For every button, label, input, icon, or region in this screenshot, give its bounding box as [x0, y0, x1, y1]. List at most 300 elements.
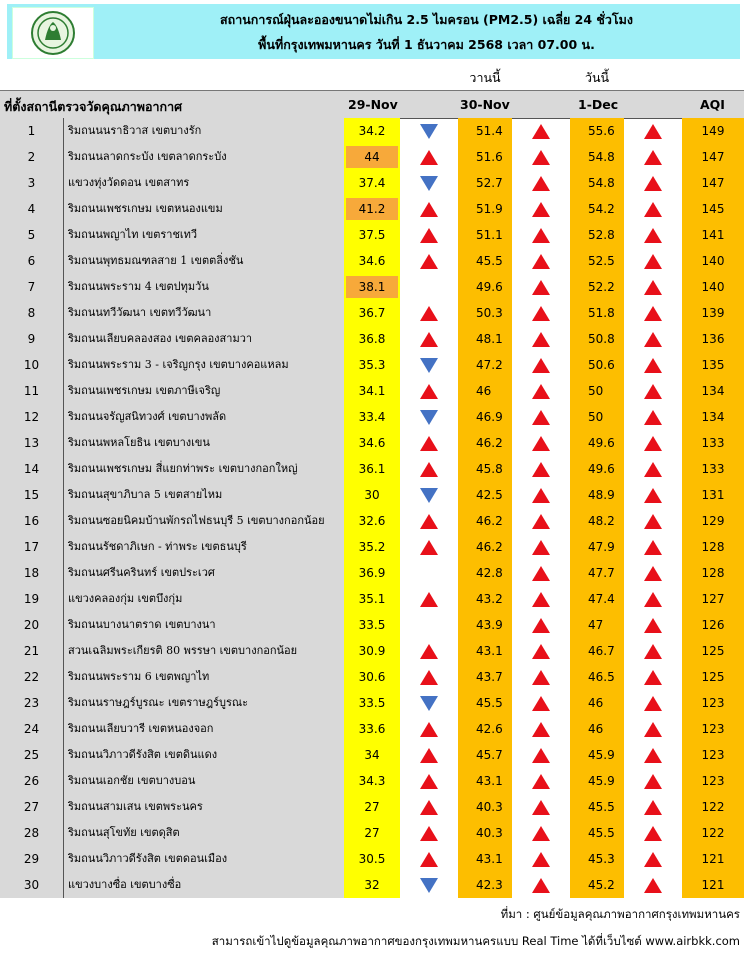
- trend-30nov: [512, 196, 570, 222]
- triangle-down-icon: [420, 696, 438, 711]
- pm25-1dec: 52.2: [570, 274, 624, 300]
- pm25-29nov-cell: [344, 118, 400, 144]
- trend-29nov: [400, 274, 458, 300]
- trend-1dec: [624, 378, 682, 404]
- station-name: ริมถนนรัชดาภิเษก - ท่าพระ เขตธนบุรี: [63, 534, 344, 560]
- pm25-30nov: 48.1: [458, 326, 512, 352]
- trend-30nov: [512, 534, 570, 560]
- pm25-29nov: 33.4: [358, 410, 386, 424]
- pm25-29nov-cell: [344, 586, 400, 612]
- triangle-up-icon: [420, 826, 438, 841]
- table-row: [0, 638, 744, 664]
- triangle-up-icon: [532, 748, 550, 763]
- aqi-value: 125: [682, 664, 744, 690]
- station-name: ริมถนนลาดกระบัง เขตลาดกระบัง: [63, 144, 344, 170]
- trend-1dec: [624, 300, 682, 326]
- station-name: ริมถนนพหลโยธิน เขตบางเขน: [63, 430, 344, 456]
- triangle-up-icon: [420, 670, 438, 685]
- aqi-value: 122: [682, 820, 744, 846]
- pm25-29nov-cell: [344, 326, 400, 352]
- aqi-value: 128: [682, 534, 744, 560]
- triangle-up-icon: [644, 202, 662, 217]
- trend-30nov: [512, 508, 570, 534]
- trend-1dec: [624, 794, 682, 820]
- trend-1dec: [624, 690, 682, 716]
- aqi-value: 128: [682, 560, 744, 586]
- table-row: [0, 820, 744, 846]
- pm25-29nov-cell: [344, 300, 400, 326]
- pm25-1dec: 50: [570, 404, 624, 430]
- pm25-1dec: 51.8: [570, 300, 624, 326]
- pm25-29nov: 34.2: [358, 124, 386, 138]
- triangle-up-icon: [420, 592, 438, 607]
- table-row: [0, 144, 744, 170]
- station-name: ริมถนนวิภาวดีรังสิต เขตดอนเมือง: [63, 846, 344, 872]
- pm25-29nov: 36.1: [358, 462, 386, 476]
- pm25-29nov-cell: [344, 274, 400, 300]
- trend-1dec: [624, 716, 682, 742]
- pm25-29nov-cell: [344, 690, 400, 716]
- aqi-value: 133: [682, 456, 744, 482]
- pm25-29nov-cell: [344, 872, 400, 898]
- triangle-up-icon: [532, 280, 550, 295]
- pm25-30nov: 50.3: [458, 300, 512, 326]
- trend-1dec: [624, 248, 682, 274]
- triangle-up-icon: [532, 592, 550, 607]
- today-label: วันนี้: [584, 70, 610, 85]
- pm25-29nov: 32: [364, 878, 380, 892]
- triangle-up-icon: [644, 670, 662, 685]
- trend-30nov: [512, 430, 570, 456]
- triangle-up-icon: [644, 306, 662, 321]
- trend-30nov: [512, 560, 570, 586]
- table-row: [0, 846, 744, 872]
- pm25-1dec: 48.9: [570, 482, 624, 508]
- triangle-up-icon: [644, 176, 662, 191]
- triangle-up-icon: [420, 748, 438, 763]
- aqi-value: 127: [682, 586, 744, 612]
- triangle-up-icon: [532, 800, 550, 815]
- realtime-note: สามารถเข้าไปดูข้อมูลคุณภาพอากาศของกรุงเทพมหานครแบบ Real Time ได้ที่เว็บไซต์ www.airbkk.com: [211, 934, 740, 948]
- pm25-1dec: 47.4: [570, 586, 624, 612]
- station-name: ริมถนนเอกชัย เขตบางบอน: [63, 768, 344, 794]
- pm25-29nov-cell: [344, 742, 400, 768]
- triangle-up-icon: [532, 774, 550, 789]
- pm25-29nov: 35.3: [358, 358, 386, 372]
- aqi-value: 145: [682, 196, 744, 222]
- triangle-up-icon: [532, 228, 550, 243]
- aqi-value: 121: [682, 846, 744, 872]
- trend-30nov: [512, 404, 570, 430]
- pm25-29nov: 34.6: [358, 436, 386, 450]
- pm25-29nov-cell: [344, 560, 400, 586]
- trend-1dec: [624, 534, 682, 560]
- pm25-30nov: 51.1: [458, 222, 512, 248]
- triangle-up-icon: [420, 462, 438, 477]
- station-name: ริมถนนจรัญสนิทวงศ์ เขตบางพลัด: [63, 404, 344, 430]
- table-row: [0, 716, 744, 742]
- station-name: ริมถนนพระราม 4 เขตปทุมวัน: [63, 274, 344, 300]
- aqi-value: 140: [682, 274, 744, 300]
- pm25-30nov: 42.5: [458, 482, 512, 508]
- pm25-1dec: 46: [570, 716, 624, 742]
- triangle-up-icon: [420, 332, 438, 347]
- table-row: [0, 430, 744, 456]
- trend-29nov: [400, 794, 458, 820]
- station-table: [0, 118, 744, 898]
- pm25-30nov: 42.8: [458, 560, 512, 586]
- pm25-1dec: 54.8: [570, 144, 624, 170]
- source-note: ที่มา : ศูนย์ข้อมูลคุณภาพอากาศกรุงเทพมหานคร: [500, 907, 740, 921]
- station-name: ริมถนนเพชรเกษม เขตหนองแขม: [63, 196, 344, 222]
- pm25-29nov-cell: [344, 482, 400, 508]
- date1-column-header: 29-Nov: [348, 97, 398, 112]
- triangle-up-icon: [532, 436, 550, 451]
- pm25-29nov: 27: [364, 800, 380, 814]
- pm25-1dec: 47.7: [570, 560, 624, 586]
- triangle-down-icon: [420, 124, 438, 139]
- aqi-value: 140: [682, 248, 744, 274]
- aqi-value: 123: [682, 768, 744, 794]
- station-name: ริมถนนเลียบวารี เขตหนองจอก: [63, 716, 344, 742]
- pm25-1dec: 54.2: [570, 196, 624, 222]
- pm25-30nov: 45.8: [458, 456, 512, 482]
- station-name: แขวงทุ่งวัดดอน เขตสาทร: [63, 170, 344, 196]
- row-number: 29: [0, 846, 63, 872]
- trend-30nov: [512, 638, 570, 664]
- triangle-up-icon: [532, 410, 550, 425]
- station-name: ริมถนนสามเสน เขตพระนคร: [63, 794, 344, 820]
- trend-1dec: [624, 482, 682, 508]
- triangle-up-icon: [420, 540, 438, 555]
- trend-29nov: [400, 300, 458, 326]
- triangle-up-icon: [420, 722, 438, 737]
- triangle-up-icon: [532, 696, 550, 711]
- aqi-value: 122: [682, 794, 744, 820]
- row-number: 9: [0, 326, 63, 352]
- station-name: ริมถนนเพชรเกษม สี่แยกท่าพระ เขตบางกอกใหญ่: [63, 456, 344, 482]
- station-name: แขวงบางซื่อ เขตบางซื่อ: [63, 872, 344, 898]
- row-number: 2: [0, 144, 63, 170]
- trend-29nov: [400, 248, 458, 274]
- aqi-value: 141: [682, 222, 744, 248]
- column-header: [0, 90, 744, 119]
- triangle-up-icon: [532, 124, 550, 139]
- station-name: ริมถนนซอยนิคมบ้านพักรถไฟธนบุรี 5 เขตบางกอกน้อย: [63, 508, 344, 534]
- triangle-up-icon: [532, 566, 550, 581]
- trend-30nov: [512, 482, 570, 508]
- station-name: ริมถนนทวีวัฒนา เขตทวีวัฒนา: [63, 300, 344, 326]
- station-name: ริมถนนพญาไท เขตราชเทวี: [63, 222, 344, 248]
- triangle-up-icon: [420, 306, 438, 321]
- triangle-down-icon: [420, 176, 438, 191]
- pm25-30nov: 46: [458, 378, 512, 404]
- pm25-1dec: 54.8: [570, 170, 624, 196]
- triangle-up-icon: [644, 826, 662, 841]
- row-number: 13: [0, 430, 63, 456]
- triangle-up-icon: [532, 358, 550, 373]
- triangle-up-icon: [420, 774, 438, 789]
- station-name: ริมถนนสุขาภิบาล 5 เขตสายไหม: [63, 482, 344, 508]
- trend-29nov: [400, 560, 458, 586]
- row-number: 20: [0, 612, 63, 638]
- trend-29nov: [400, 768, 458, 794]
- trend-1dec: [624, 508, 682, 534]
- station-column-header: ที่ตั้งสถานีตรวจวัดคุณภาพอากาศ: [4, 99, 183, 114]
- trend-29nov: [400, 170, 458, 196]
- trend-30nov: [512, 300, 570, 326]
- row-number: 18: [0, 560, 63, 586]
- trend-1dec: [624, 846, 682, 872]
- triangle-up-icon: [420, 384, 438, 399]
- triangle-up-icon: [532, 618, 550, 633]
- pm25-29nov: 35.1: [358, 592, 386, 606]
- pm25-29nov-cell: [344, 222, 400, 248]
- trend-1dec: [624, 664, 682, 690]
- row-number: 14: [0, 456, 63, 482]
- pm25-1dec: 52.5: [570, 248, 624, 274]
- trend-29nov: [400, 846, 458, 872]
- trend-1dec: [624, 352, 682, 378]
- pm25-29nov: 35.2: [358, 540, 386, 554]
- pm25-1dec: 45.9: [570, 768, 624, 794]
- row-number: 6: [0, 248, 63, 274]
- pm25-29nov: 27: [364, 826, 380, 840]
- table-row: [0, 612, 744, 638]
- trend-29nov: [400, 352, 458, 378]
- trend-29nov: [400, 430, 458, 456]
- row-number: 5: [0, 222, 63, 248]
- pm25-1dec: 47.9: [570, 534, 624, 560]
- aqi-value: 134: [682, 378, 744, 404]
- pm25-29nov: 37.5: [358, 228, 386, 242]
- pm25-29nov-cell: [344, 794, 400, 820]
- triangle-up-icon: [644, 748, 662, 763]
- pm25-1dec: 50.6: [570, 352, 624, 378]
- date3-column-header: 1-Dec: [578, 97, 619, 112]
- trend-1dec: [624, 196, 682, 222]
- aqi-value: 123: [682, 690, 744, 716]
- pm25-30nov: 43.1: [458, 768, 512, 794]
- pm25-29nov-cell: [344, 716, 400, 742]
- table-row: [0, 586, 744, 612]
- row-number: 11: [0, 378, 63, 404]
- yesterday-label: วานนี้: [469, 70, 501, 85]
- triangle-up-icon: [644, 878, 662, 893]
- row-number: 7: [0, 274, 63, 300]
- pm25-1dec: 50.8: [570, 326, 624, 352]
- pm25-29nov-cell: [344, 664, 400, 690]
- row-number: 10: [0, 352, 63, 378]
- aqi-value: 131: [682, 482, 744, 508]
- row-number: 26: [0, 768, 63, 794]
- table-row: [0, 508, 744, 534]
- aqi-value: 135: [682, 352, 744, 378]
- triangle-up-icon: [644, 774, 662, 789]
- triangle-up-icon: [532, 644, 550, 659]
- trend-30nov: [512, 716, 570, 742]
- trend-1dec: [624, 586, 682, 612]
- pm25-30nov: 46.2: [458, 508, 512, 534]
- triangle-up-icon: [420, 228, 438, 243]
- pm25-29nov: 30: [364, 488, 380, 502]
- trend-29nov: [400, 872, 458, 898]
- triangle-up-icon: [644, 540, 662, 555]
- pm25-30nov: 51.6: [458, 144, 512, 170]
- aqi-value: 123: [682, 716, 744, 742]
- pm25-29nov-cell: [344, 248, 400, 274]
- station-name: ริมถนนศรีนครินทร์ เขตประเวศ: [63, 560, 344, 586]
- trend-29nov: [400, 196, 458, 222]
- table-row: [0, 404, 744, 430]
- triangle-down-icon: [420, 488, 438, 503]
- pm25-29nov: 41.2: [346, 198, 398, 220]
- triangle-up-icon: [532, 670, 550, 685]
- row-number: 15: [0, 482, 63, 508]
- trend-29nov: [400, 456, 458, 482]
- pm25-29nov: 33.5: [358, 618, 386, 632]
- pm25-29nov: 32.6: [358, 514, 386, 528]
- triangle-up-icon: [644, 384, 662, 399]
- table-row: [0, 300, 744, 326]
- trend-1dec: [624, 326, 682, 352]
- trend-30nov: [512, 274, 570, 300]
- triangle-up-icon: [532, 384, 550, 399]
- pm25-29nov-cell: [344, 144, 400, 170]
- pm25-30nov: 45.5: [458, 248, 512, 274]
- pm25-30nov: 43.9: [458, 612, 512, 638]
- triangle-up-icon: [644, 228, 662, 243]
- trend-30nov: [512, 664, 570, 690]
- station-name: สวนเฉลิมพระเกียรติ 80 พรรษา เขตบางกอกน้อย: [63, 638, 344, 664]
- triangle-up-icon: [644, 436, 662, 451]
- pm25-29nov-cell: [344, 820, 400, 846]
- row-number: 19: [0, 586, 63, 612]
- pm25-1dec: 45.5: [570, 820, 624, 846]
- triangle-up-icon: [532, 540, 550, 555]
- trend-30nov: [512, 586, 570, 612]
- triangle-down-icon: [420, 358, 438, 373]
- table-row: [0, 794, 744, 820]
- triangle-up-icon: [644, 618, 662, 633]
- aqi-value: 147: [682, 144, 744, 170]
- pm25-29nov: 33.5: [358, 696, 386, 710]
- triangle-up-icon: [532, 254, 550, 269]
- trend-29nov: [400, 638, 458, 664]
- station-name: ริมถนนนราธิวาส เขตบางรัก: [63, 118, 344, 144]
- triangle-up-icon: [532, 722, 550, 737]
- triangle-up-icon: [532, 306, 550, 321]
- pm25-29nov-cell: [344, 534, 400, 560]
- trend-29nov: [400, 716, 458, 742]
- trend-29nov: [400, 742, 458, 768]
- table-row: [0, 274, 744, 300]
- trend-30nov: [512, 326, 570, 352]
- pm25-30nov: 42.3: [458, 872, 512, 898]
- triangle-up-icon: [644, 696, 662, 711]
- pm25-29nov-cell: [344, 638, 400, 664]
- trend-29nov: [400, 612, 458, 638]
- row-number: 24: [0, 716, 63, 742]
- pm25-1dec: 46.5: [570, 664, 624, 690]
- triangle-up-icon: [532, 878, 550, 893]
- trend-29nov: [400, 820, 458, 846]
- trend-1dec: [624, 768, 682, 794]
- pm25-1dec: 48.2: [570, 508, 624, 534]
- trend-1dec: [624, 560, 682, 586]
- pm25-29nov: 30.5: [358, 852, 386, 866]
- table-row: [0, 196, 744, 222]
- trend-29nov: [400, 326, 458, 352]
- trend-30nov: [512, 768, 570, 794]
- pm25-30nov: 45.7: [458, 742, 512, 768]
- row-number: 30: [0, 872, 63, 898]
- triangle-up-icon: [420, 644, 438, 659]
- triangle-up-icon: [532, 488, 550, 503]
- trend-1dec: [624, 820, 682, 846]
- table-row: [0, 378, 744, 404]
- row-number: 21: [0, 638, 63, 664]
- aqi-value: 139: [682, 300, 744, 326]
- pm25-1dec: 49.6: [570, 430, 624, 456]
- pm25-30nov: 40.3: [458, 820, 512, 846]
- station-name: ริมถนนบางนาตราด เขตบางนา: [63, 612, 344, 638]
- pm25-29nov-cell: [344, 170, 400, 196]
- pm25-29nov-cell: [344, 768, 400, 794]
- pm25-29nov-cell: [344, 508, 400, 534]
- pm25-30nov: 43.7: [458, 664, 512, 690]
- date2-column-header: 30-Nov: [460, 97, 510, 112]
- triangle-up-icon: [644, 280, 662, 295]
- trend-1dec: [624, 638, 682, 664]
- table-row: [0, 560, 744, 586]
- pm25-29nov-cell: [344, 456, 400, 482]
- trend-29nov: [400, 586, 458, 612]
- triangle-up-icon: [644, 462, 662, 477]
- pm25-1dec: 45.3: [570, 846, 624, 872]
- trend-30nov: [512, 170, 570, 196]
- trend-1dec: [624, 612, 682, 638]
- trend-30nov: [512, 378, 570, 404]
- trend-29nov: [400, 222, 458, 248]
- triangle-up-icon: [644, 722, 662, 737]
- trend-29nov: [400, 508, 458, 534]
- station-name: ริมถนนสุโขทัย เขตดุสิต: [63, 820, 344, 846]
- triangle-up-icon: [644, 358, 662, 373]
- aqi-value: 125: [682, 638, 744, 664]
- triangle-up-icon: [420, 254, 438, 269]
- trend-1dec: [624, 274, 682, 300]
- pm25-1dec: 49.6: [570, 456, 624, 482]
- pm25-29nov: 34: [364, 748, 380, 762]
- trend-30nov: [512, 690, 570, 716]
- trend-30nov: [512, 118, 570, 144]
- pm25-30nov: 45.5: [458, 690, 512, 716]
- triangle-up-icon: [644, 488, 662, 503]
- trend-30nov: [512, 846, 570, 872]
- table-row: [0, 222, 744, 248]
- triangle-up-icon: [644, 644, 662, 659]
- triangle-up-icon: [532, 150, 550, 165]
- aqi-value: 136: [682, 326, 744, 352]
- report-header: [7, 4, 740, 59]
- trend-29nov: [400, 690, 458, 716]
- triangle-up-icon: [644, 332, 662, 347]
- table-row: [0, 664, 744, 690]
- pm25-1dec: 47: [570, 612, 624, 638]
- triangle-up-icon: [420, 852, 438, 867]
- aqi-value: 126: [682, 612, 744, 638]
